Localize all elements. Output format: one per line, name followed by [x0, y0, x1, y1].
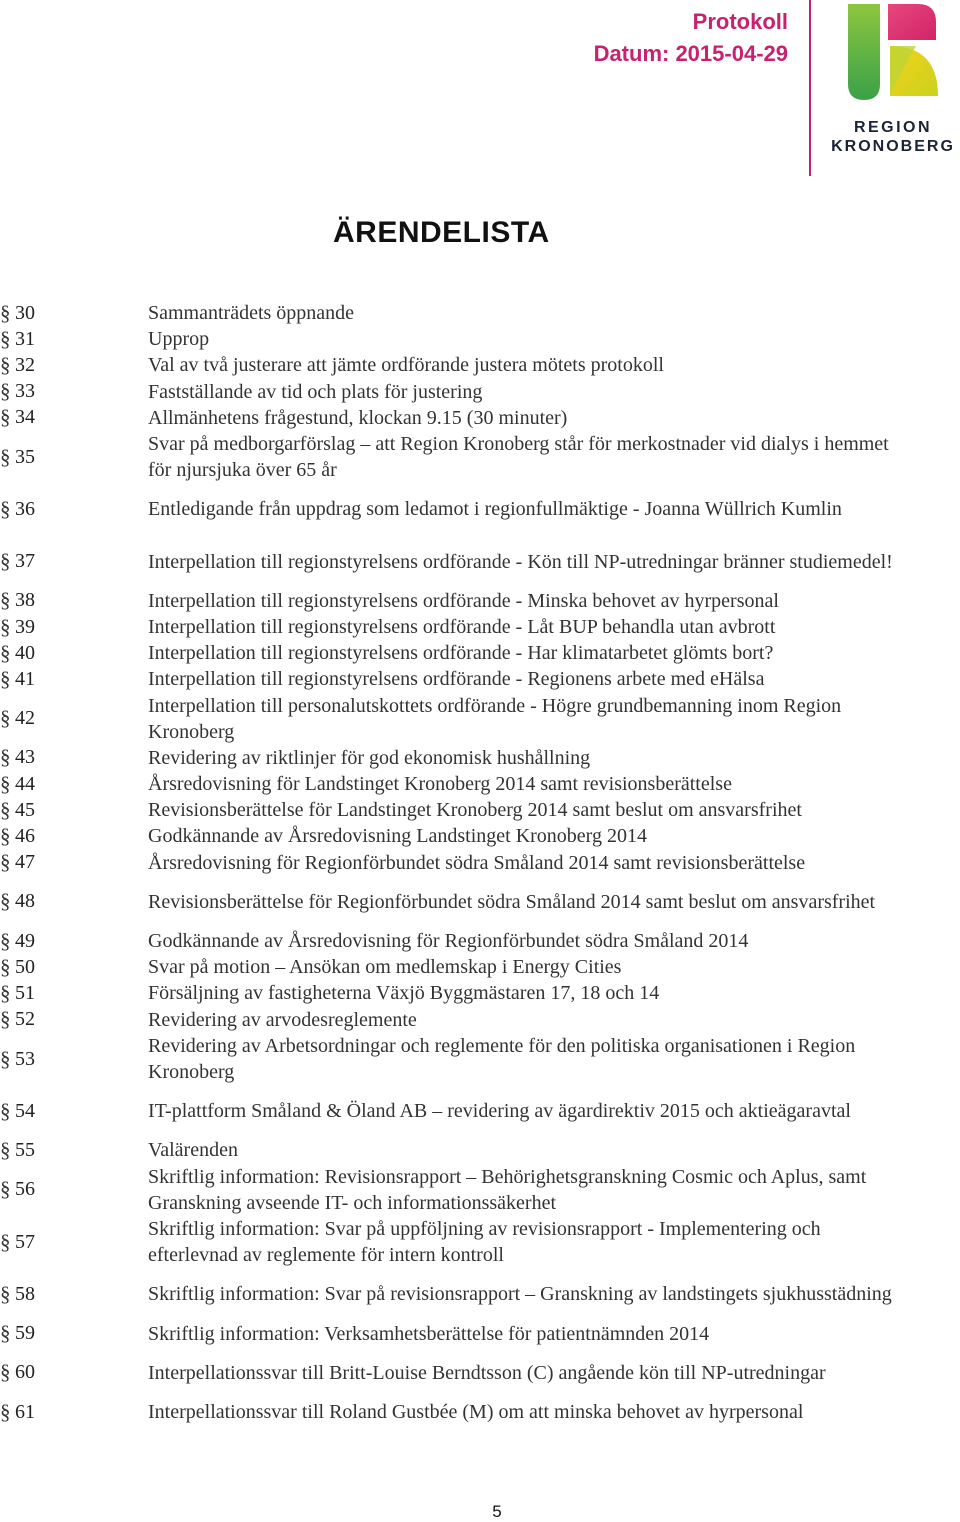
agenda-item-number — [0, 824, 148, 849]
agenda-item-text: Revisionsberättelse för Landstinget Kronoberg 2014 samt beslut om ansvarsfrihet — [148, 799, 802, 822]
section-sign-icon: § — [0, 496, 11, 521]
section-sign-icon: § — [0, 1007, 11, 1032]
agenda-number-value: 45 — [15, 798, 35, 821]
agenda-item-number — [0, 497, 148, 522]
agenda-item — [0, 405, 960, 431]
agenda-item — [0, 326, 960, 352]
agenda-item — [0, 876, 960, 928]
agenda-item-text: Skriftlig information: Svar på uppföljning av revisionsrapport - Implementering och efterlevnad av reglemente för intern kontroll — [148, 1217, 821, 1267]
agenda-item-text: Skriftlig information: Verksamhetsberättelse för patientnämnden 2014 — [148, 1322, 710, 1345]
agenda-item-number — [0, 1099, 148, 1124]
agenda-item-text: Entledigande från uppdrag som ledamot i regionfullmäktige - Joanna Wüllrich Kumlin — [148, 498, 842, 521]
section-sign-icon: § — [0, 981, 11, 1006]
section-sign-icon: § — [0, 1399, 11, 1424]
agenda-number-value: 44 — [15, 772, 35, 795]
agenda-item-number — [0, 549, 148, 574]
agenda-item — [0, 352, 960, 378]
agenda-item-text: Interpellation till regionstyrelsens ordförande - Låt BUP behandla utan avbrott — [148, 616, 776, 639]
region-kronoberg-logo-icon — [846, 0, 942, 104]
agenda-item — [0, 693, 960, 745]
section-sign-icon: § — [0, 889, 11, 914]
section-sign-icon: § — [0, 640, 11, 665]
agenda-item — [0, 1033, 960, 1085]
section-sign-icon: § — [0, 444, 11, 469]
agenda-item — [0, 1268, 960, 1320]
agenda-item-number — [0, 379, 148, 404]
agenda-number-value: 31 — [15, 327, 35, 350]
agenda-item-text: IT-plattform Småland & Öland AB – revidering av ägardirektiv 2015 och aktieägaravtal — [148, 1100, 851, 1123]
agenda-item-text: Val av två justerare att jämte ordförande justera mötets protokoll — [148, 354, 664, 377]
agenda-item-number — [0, 405, 148, 430]
agenda-item — [0, 1007, 960, 1033]
agenda-item-text: Fastställande av tid och plats för justering — [148, 380, 483, 403]
agenda-item-number — [0, 955, 148, 980]
agenda-number-value: 57 — [15, 1230, 35, 1253]
document-type: Protokoll — [692, 9, 788, 34]
agenda-item — [0, 1216, 960, 1268]
agenda-item — [0, 850, 960, 876]
section-sign-icon: § — [0, 614, 11, 639]
agenda-item-number — [0, 745, 148, 770]
agenda-number-value: 58 — [15, 1282, 35, 1305]
section-sign-icon: § — [0, 352, 11, 377]
agenda-number-value: 37 — [15, 550, 35, 573]
agenda-number-value: 55 — [15, 1139, 35, 1162]
agenda-number-value: 48 — [15, 890, 35, 913]
agenda-item-text: Revisionsberättelse för Regionförbundet södra Småland 2014 samt beslut om ansvarsfrihet — [148, 890, 876, 913]
section-sign-icon: § — [0, 1281, 11, 1306]
section-sign-icon: § — [0, 1321, 11, 1346]
section-sign-icon: § — [0, 549, 11, 574]
logo-line-kronoberg: KRONOBERG — [831, 138, 955, 155]
section-sign-icon: § — [0, 1098, 11, 1123]
agenda-number-value: 38 — [15, 589, 35, 612]
agenda-item-text: Interpellation till regionstyrelsens ordförande - Minska behovet av hyrpersonal — [148, 589, 779, 612]
section-sign-icon: § — [0, 824, 11, 849]
agenda-item-number — [0, 1400, 148, 1425]
agenda-number-value: 32 — [15, 353, 35, 376]
agenda-item — [0, 954, 960, 980]
agenda-number-value: 30 — [15, 301, 35, 324]
agenda-number-value: 47 — [15, 851, 35, 874]
agenda-item — [0, 1164, 960, 1216]
section-sign-icon: § — [0, 588, 11, 613]
agenda-item-number — [0, 889, 148, 914]
agenda-item — [0, 640, 960, 666]
agenda-number-value: 51 — [15, 982, 35, 1005]
agenda-item-number — [0, 353, 148, 378]
section-sign-icon: § — [0, 1177, 11, 1202]
agenda-item — [0, 980, 960, 1006]
agenda-list — [0, 300, 960, 1425]
document-header — [594, 6, 788, 70]
agenda-item — [0, 1347, 960, 1399]
agenda-item-number — [0, 706, 148, 731]
agenda-number-value: 56 — [15, 1178, 35, 1201]
agenda-item-text: Skriftlig information: Svar på revisionsrapport – Granskning av landstingets sjukhusstädning — [148, 1283, 892, 1306]
agenda-item-number — [0, 301, 148, 326]
agenda-number-value: 35 — [15, 445, 35, 468]
agenda-item-number — [0, 929, 148, 954]
agenda-item — [0, 431, 960, 483]
agenda-item-number — [0, 667, 148, 692]
agenda-number-value: 59 — [15, 1322, 35, 1345]
section-sign-icon: § — [0, 954, 11, 979]
agenda-item-text: Interpellationssvar till Britt-Louise Berndtsson (C) angående kön till NP-utredningar — [148, 1361, 826, 1384]
agenda-item — [0, 1321, 960, 1347]
agenda-item-text: Interpellation till regionstyrelsens ordförande - Har klimatarbetet glömts bort? — [148, 642, 774, 665]
agenda-item-text: Årsredovisning för Landstinget Kronoberg 2014 samt revisionsberättelse — [148, 773, 732, 796]
agenda-number-value: 41 — [15, 667, 35, 690]
agenda-item — [0, 1137, 960, 1163]
agenda-item-text: Årsredovisning för Regionförbundet södra Småland 2014 samt revisionsberättelse — [148, 851, 806, 874]
section-sign-icon: § — [0, 850, 11, 875]
agenda-item-text: Revidering av riktlinjer för god ekonomisk hushållning — [148, 746, 591, 769]
agenda-item — [0, 797, 960, 823]
agenda-item-number — [0, 615, 148, 640]
agenda-item-number — [0, 1230, 148, 1255]
agenda-number-value: 49 — [15, 929, 35, 952]
section-sign-icon: § — [0, 666, 11, 691]
agenda-number-value: 60 — [15, 1361, 35, 1384]
agenda-number-value: 53 — [15, 1047, 35, 1070]
agenda-item — [0, 536, 960, 588]
section-sign-icon: § — [0, 1046, 11, 1071]
agenda-number-value: 61 — [15, 1400, 35, 1423]
section-sign-icon: § — [0, 771, 11, 796]
agenda-item-number — [0, 1138, 148, 1163]
section-sign-icon: § — [0, 405, 11, 430]
section-sign-icon: § — [0, 706, 11, 731]
agenda-item-number — [0, 772, 148, 797]
agenda-item-text: Skriftlig information: Revisionsrapport – Behörighetsgranskning Cosmic och Aplus, samt Granskning avseende IT- och informationssäkerhet — [148, 1165, 867, 1214]
agenda-number-value: 46 — [15, 825, 35, 848]
section-sign-icon: § — [0, 1229, 11, 1254]
agenda-item-text: Revidering av Arbetsordningar och reglemente för den politiska organisationen i Region Kronoberg — [148, 1034, 856, 1084]
section-sign-icon: § — [0, 1360, 11, 1385]
logo-line-region: REGION — [853, 119, 933, 136]
agenda-item-text: Interpellationssvar till Roland Gustbée (M) om att minska behovet av hyrpersonal — [148, 1401, 804, 1424]
agenda-item — [0, 614, 960, 640]
agenda-item — [0, 300, 960, 326]
agenda-number-value: 34 — [15, 406, 35, 429]
agenda-number-value: 52 — [15, 1008, 35, 1031]
agenda-item-number — [0, 981, 148, 1006]
agenda-item — [0, 483, 960, 535]
agenda-item — [0, 1085, 960, 1137]
section-sign-icon: § — [0, 326, 11, 351]
section-sign-icon: § — [0, 797, 11, 822]
agenda-item-number — [0, 641, 148, 666]
page-number: 5 — [492, 1502, 502, 1521]
agenda-item-number — [0, 798, 148, 823]
section-sign-icon: § — [0, 300, 11, 325]
agenda-number-value: 39 — [15, 615, 35, 638]
section-sign-icon: § — [0, 745, 11, 770]
agenda-number-value: 50 — [15, 955, 35, 978]
agenda-item — [0, 823, 960, 849]
agenda-item-text: Interpellation till regionstyrelsens ordförande - Kön till NP-utredningar bränner studiemedel! — [148, 550, 893, 573]
agenda-item-number — [0, 1177, 148, 1202]
agenda-item-number — [0, 1047, 148, 1072]
header-divider — [809, 0, 811, 176]
agenda-item-text: Upprop — [148, 328, 210, 351]
agenda-item-text: Revidering av arvodesreglemente — [148, 1008, 417, 1031]
section-sign-icon: § — [0, 928, 11, 953]
document-date: Datum: 2015-04-29 — [593, 41, 788, 66]
agenda-item — [0, 379, 960, 405]
agenda-item-number — [0, 327, 148, 352]
agenda-item-text: Sammanträdets öppnande — [148, 302, 355, 324]
agenda-item-text: Godkännande av Årsredovisning Landstinget Kronoberg 2014 — [148, 825, 647, 848]
section-sign-icon: § — [0, 1138, 11, 1163]
agenda-item-text: Svar på medborgarförslag – att Region Kronoberg står för merkostnader vid dialys i hemmet för njursjuka över 65 år — [148, 432, 889, 482]
agenda-number-value: 42 — [15, 707, 35, 730]
agenda-number-value: 40 — [15, 641, 35, 664]
logo-wordmark — [826, 118, 960, 156]
agenda-item-text: Svar på motion – Ansökan om medlemskap i Energy Cities — [148, 956, 622, 979]
agenda-item-number — [0, 588, 148, 613]
agenda-item-text: Interpellation till regionstyrelsens ordförande - Regionens arbete med eHälsa — [148, 668, 765, 691]
agenda-item-text: Allmänhetens frågestund, klockan 9.15 (30 minuter) — [148, 406, 568, 429]
agenda-item-text: Interpellation till personalutskottets ordförande - Högre grundbemanning inom Region Kronoberg — [148, 694, 842, 743]
agenda-item-number — [0, 445, 148, 470]
agenda-number-value: 36 — [15, 497, 35, 520]
agenda-item-number — [0, 850, 148, 875]
agenda-item — [0, 745, 960, 771]
agenda-number-value: 43 — [15, 746, 35, 769]
agenda-item-text: Valärenden — [148, 1139, 238, 1162]
agenda-item-number — [0, 1282, 148, 1307]
agenda-item — [0, 666, 960, 692]
agenda-item — [0, 588, 960, 614]
agenda-item-text: Försäljning av fastigheterna Växjö Byggmästaren 17, 18 och 14 — [148, 982, 660, 1005]
page-title: ÄRENDELISTA — [333, 216, 550, 249]
agenda-item — [0, 928, 960, 954]
agenda-number-value: 54 — [15, 1099, 35, 1122]
section-sign-icon: § — [0, 379, 11, 404]
agenda-item — [0, 1399, 960, 1425]
agenda-number-value: 33 — [15, 380, 35, 403]
agenda-item-number — [0, 1321, 148, 1346]
agenda-item-number — [0, 1007, 148, 1032]
agenda-item-text: Godkännande av Årsredovisning för Regionförbundet södra Småland 2014 — [148, 930, 749, 953]
agenda-item — [0, 771, 960, 797]
agenda-item-number — [0, 1360, 148, 1385]
